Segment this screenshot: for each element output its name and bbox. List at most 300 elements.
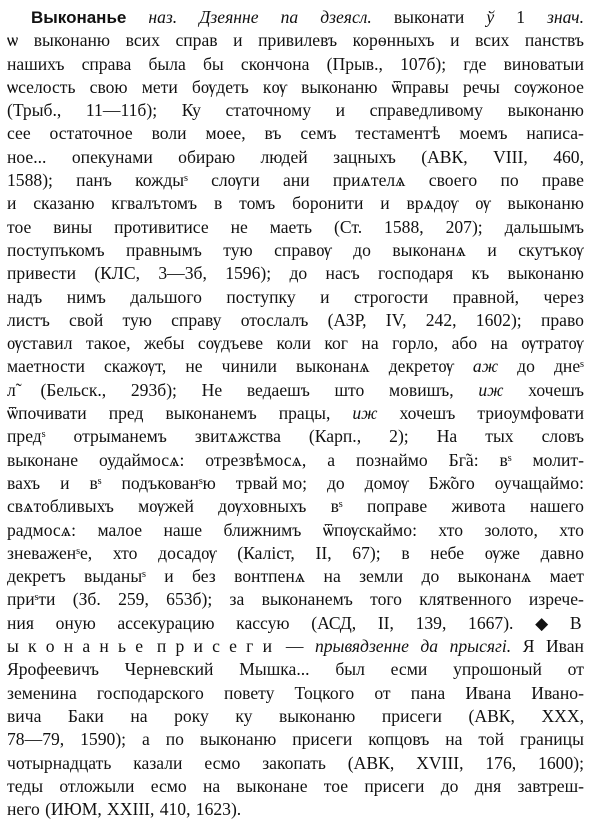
word: клятвенного [419,589,512,610]
word: до [289,263,308,284]
word: ў [486,7,495,27]
word: и [320,286,330,307]
text-line [7,286,584,309]
word: молит- [532,449,584,470]
word: отрезвѣмосѧ, [205,449,307,470]
word: выконаню [507,263,584,284]
word: и [450,30,460,51]
word: Мышка... [239,659,310,680]
word: (АЗР, [327,309,367,330]
word: знач. [547,7,584,27]
word: (ИЮМ, [45,799,102,820]
word: выконаню [301,76,378,97]
word: живота [451,496,506,517]
word: подъкованˢю [121,472,216,493]
word: до [440,775,459,796]
word: 67); [352,542,381,563]
word: звитѧжства [194,426,281,447]
text-line [7,169,584,192]
word: 2); [389,426,409,447]
word: (АВК, [468,705,515,726]
word: ния [7,612,34,633]
word: поступъкомъ [7,239,105,260]
word: (АСД, [311,612,357,633]
text-line [7,658,584,681]
word: пред [108,403,144,424]
word: 207); [445,216,483,237]
word: а [142,729,150,750]
word: без [192,566,216,587]
word: ное... [7,146,47,167]
text-line [7,775,584,798]
word: трвай мо; [235,472,307,493]
word: свой [69,309,104,330]
word: 3—3б, [158,263,207,284]
word: чинили [221,356,277,377]
word: вонтпенѧ [234,566,306,587]
word: вˢ [330,496,343,517]
word: 259, [118,589,149,610]
word: не [230,216,248,237]
text-line [7,76,584,99]
word: выконане [236,775,308,796]
word: 1588, [384,216,424,237]
word: коли [276,333,311,354]
word: за [229,589,245,610]
word: Я [522,636,535,657]
word: теды [7,775,44,796]
word: корѳнныхъ [352,30,435,51]
word: 1596); [225,263,272,284]
word: панъ [76,170,112,191]
word: тую [223,239,253,260]
word: ближнимъ [223,519,302,540]
word: Баки [67,705,104,726]
word: мовишъ, [388,379,454,400]
word: ѡселость [7,76,76,97]
word: свѧтобливыхъ [7,496,114,517]
word: выконаню [507,193,584,214]
word: остаточное [49,123,133,144]
word: 242, [425,309,457,330]
word: (Зб. [72,589,101,610]
word: моее, [205,123,246,144]
text-line [7,472,584,495]
word: IV, [385,309,407,330]
word: (Прыв., [326,53,383,74]
word: нашего [529,496,584,517]
text-line [7,146,584,169]
word: днеˢ [553,356,584,377]
word: закопать [262,752,326,773]
word: па [280,7,299,27]
word: ког [324,333,348,354]
word: праве [541,170,584,191]
word: наше [163,519,203,540]
word: аж [472,356,499,377]
text-line [7,53,584,76]
word: VIII, [493,146,528,167]
word: панствъ [524,30,584,51]
word: ведаешъ [246,379,310,400]
word: тых [485,426,514,447]
word: Ярофеевичъ [7,659,100,680]
word: привести [7,263,76,284]
word: на [361,333,379,354]
word: дня [474,775,502,796]
word: тую [122,309,152,330]
word: дальшого [130,286,202,307]
word: поступку [226,286,296,307]
word: або [451,333,478,354]
word: вины [53,216,93,237]
word: по [500,170,519,191]
word: завтреш- [517,775,584,796]
word: триоумфовати [477,403,584,424]
word: написа- [526,123,584,144]
word: золото, [484,519,538,540]
text-line [7,379,584,402]
word: (Трыб., [7,100,62,121]
word: боронити [292,193,364,214]
word: есмо [150,775,187,796]
word: оную [55,612,96,633]
word: II, [315,542,332,563]
word: 11—11б); [85,100,158,121]
word: есмо [204,752,241,773]
word: XXIII, [107,799,155,820]
word: отрыманемъ [73,426,167,447]
word: XVIII, [416,752,464,773]
word: Черневский [124,659,214,680]
word: ѹ [475,193,491,214]
word: ѹже [484,542,520,563]
word: до [517,356,535,377]
word: всих [125,30,160,51]
word: врѧдѹ [406,193,459,214]
word: бы [202,53,224,74]
word: ѿпѹскаймо: [322,519,417,540]
word: обираю [178,146,236,167]
word: оудаймосѧ: [98,449,185,470]
text-line [7,402,584,425]
text-line [7,705,584,728]
word: домѹ [364,472,409,493]
word: через [543,286,584,307]
text-line [7,332,584,355]
word: и [487,239,497,260]
word: працы, [278,403,331,424]
word: зневаженˢе, [7,542,93,563]
word: (Ст. [333,216,363,237]
word: речы [462,76,500,97]
text-line [7,798,584,821]
word: в [213,193,223,214]
word: справедливому [369,100,483,121]
word: познаймо [355,449,428,470]
word: мает [549,566,584,587]
text-line [7,262,584,285]
text-line [7,635,584,658]
word: справа [81,53,132,74]
word: Ивано- [531,682,584,703]
word: земенина [7,682,77,703]
word: господарского [96,682,204,703]
word: XXX, [541,705,584,726]
word: выконати [393,7,465,27]
word: вахъ [7,472,41,493]
text-line [7,682,584,705]
word: не [185,356,203,377]
word: ѡ [7,30,19,51]
word: Бж̃ого [428,472,475,493]
word: тое [7,216,32,237]
word: што [334,379,365,400]
word: зацныхъ [333,146,396,167]
word: 293б); [130,379,177,400]
word: Ку [181,100,201,121]
word: правной, [452,286,520,307]
word: выконанѧ [457,566,532,587]
word: такое, [85,333,131,354]
word: изрече- [528,589,584,610]
word: слѹги [211,170,260,191]
word: На [436,426,458,447]
word: людей [260,146,308,167]
word: выконаню [507,100,584,121]
word: 139, [415,612,447,633]
word: мѹжей [138,496,194,517]
word: кассую [236,612,290,633]
word: копцовъ [368,729,430,750]
word: присеги [381,705,442,726]
word: Бг̃а: [448,449,479,470]
text-line [7,752,584,775]
word: (Карп., [308,426,362,447]
word: да [420,636,439,657]
word: и [335,100,346,121]
text-line [7,612,584,635]
word: справѹ [274,239,332,260]
text-line [7,519,584,542]
word: ку [235,705,253,726]
text-line [7,309,584,332]
word: маетности [7,356,85,377]
text-line [7,192,584,215]
word: казали [133,752,183,773]
word: привилевъ [258,30,338,51]
word: ѹставил [7,333,73,354]
sense-marker: ◆ [535,613,549,633]
text-line [7,495,584,518]
word: небе [430,542,465,563]
word: и [380,193,390,214]
word: малое [97,519,143,540]
word: на [323,566,341,587]
word: ани [283,170,310,191]
word: маеть [269,216,313,237]
word: В [569,612,584,633]
text-line [7,239,584,262]
word: скутъкѹ [518,239,584,260]
word: до [326,472,345,493]
word: 653б); [166,589,213,610]
word: сее [7,123,31,144]
word: 410, [159,799,191,820]
word: кѹ [262,76,287,97]
word: 1 [516,7,525,27]
word: выконаню [278,705,356,726]
word: по [165,729,184,750]
word: выконаню [33,30,111,51]
word: присеги [292,729,353,750]
word: II, [377,612,394,633]
word: нашихъ [7,53,65,74]
word: от [374,682,391,703]
word: тое [323,775,349,796]
word: повету [223,682,275,703]
word: въ [264,123,282,144]
word: 1588); [7,170,53,191]
word: выданыˢ [84,566,146,587]
word: томъ [239,193,276,214]
word: предˢ [7,426,46,447]
word: (АВК, [347,752,395,773]
word: земли [359,566,404,587]
word: надъ [7,286,43,307]
word: Дзеянне [199,7,259,27]
word: приˢти [7,589,56,610]
word: право [540,309,584,330]
word: словъ [541,426,584,447]
word: л̃ [7,379,16,400]
text-line [7,542,584,565]
headword: Выконанье [31,8,127,27]
word: справ [175,30,218,51]
word: выконане [7,449,79,470]
word: той [478,729,505,750]
word: хочешъ [399,403,456,424]
word: горло, [392,333,439,354]
word: дзеясл. [320,7,372,27]
word: Ивана [465,682,512,703]
word: от [567,659,584,680]
word: прывядзенне [314,636,409,657]
word: господаря [378,263,454,284]
text-line [7,355,584,378]
word: отослалъ [240,309,309,330]
word: оучащаймо: [494,472,584,493]
word: прысягі. [449,636,512,657]
word: 1590); [80,729,127,750]
word: выконаню [199,729,277,750]
word: хочешъ [528,379,584,400]
word: ѿпочивати [7,403,87,424]
word: мети [141,76,178,97]
word: пана [410,682,446,703]
word: выконанѧ [296,356,370,377]
word: сказаню [33,193,95,214]
word: выконанѧ [392,239,466,260]
word: иж [478,379,504,400]
word: и [7,193,17,214]
word: 176, [485,752,517,773]
word: отложыли [59,775,135,796]
text-line [7,122,584,145]
word: кгвалътомъ [111,193,198,214]
text-line [7,29,584,52]
word: противитисе [114,216,209,237]
word: свою [89,76,128,97]
word: хто [112,542,138,563]
word: (Каліст, [237,542,295,563]
word: п р и с е г и [156,636,275,657]
word: правнымъ [126,239,202,260]
word: кождыˢ [135,170,188,191]
word: иж [352,403,378,424]
text-line [7,449,584,472]
word: (АВК, [421,146,468,167]
word: насъ [325,263,360,284]
word: 1602); [475,309,522,330]
word: и [233,30,243,51]
text-line [7,565,584,588]
word: была [148,53,186,74]
word: Иван [545,636,584,657]
word: справу [171,309,222,330]
text-line [7,425,584,448]
word: радмосѧ: [7,519,77,540]
word: был [335,659,365,680]
word: ѿправы [391,76,449,97]
word: — [285,636,304,657]
word: хто [438,519,464,540]
word: ассекурацию [117,612,215,633]
word: вˢ [499,449,512,470]
word: на [202,775,221,796]
word: воли [151,123,187,144]
word: хто [559,519,584,540]
text-line [7,6,584,29]
text-line [7,588,584,611]
word: и [164,566,174,587]
word: 1623). [195,799,242,820]
word: 1600); [538,752,584,773]
word: поправе [366,496,428,517]
word: до [353,239,371,260]
word: декретѹ [388,356,454,377]
word: наз. [148,7,178,27]
word: сѹдъеве [197,333,264,354]
word: строгости [353,286,429,307]
word: на [490,333,508,354]
word: своего [428,170,478,191]
word: границы [520,729,584,750]
word: дѹховныхъ [218,496,307,517]
word: на [130,705,148,726]
word: семъ [300,123,337,144]
word: жебы [143,333,185,354]
word: року [174,705,209,726]
word: чотырнадцать [7,752,112,773]
text-line [7,728,584,751]
word: моемъ [459,123,508,144]
word: тестаментѣ [355,123,441,144]
word: давно [540,542,584,563]
word: 460, [553,146,584,167]
word: него [7,799,40,820]
word: присеги [364,775,425,796]
